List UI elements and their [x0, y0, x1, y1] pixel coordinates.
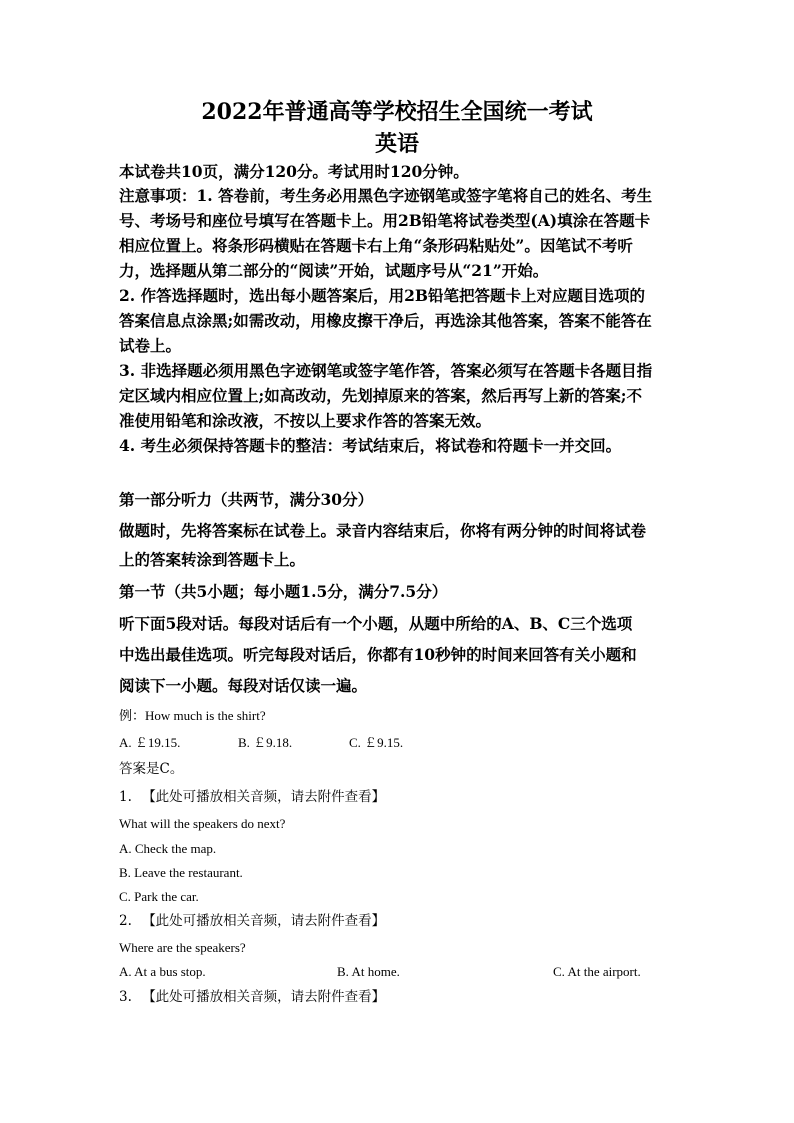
note-line: 准使用铅笔和涂改液，不按以上要求作答的答案无效。	[119, 411, 492, 430]
section1-instruction: 中选出最佳选项。听完每段对话后，你都有10秒钟的时间来回答有关小题和	[119, 645, 637, 664]
audio-note: 【此处可播放相关音频，请去附件查看】	[142, 789, 386, 805]
question-1-prompt: What will the speakers do next?	[119, 816, 286, 831]
note-line: 定区域内相应位置上;如高改动，先划掉原来的答案，然后再写上新的答案;不	[119, 386, 642, 405]
note-line: 号、考场号和座位号填写在答题卡上。用2B铅笔将试卷类型(A)填涂在答题卡	[119, 211, 651, 230]
note-line: 注意事项：1. 答卷前，考生务必用黑色字迹钢笔或签字笔将自己的姓名、考生	[119, 186, 653, 205]
audio-note: 【此处可播放相关音频，请去附件查看】	[142, 913, 386, 929]
note-line: 试卷上。	[119, 336, 182, 355]
question-2-option-a: A. At a bus stop.	[119, 964, 206, 979]
question-1-option-c: C. Park the car.	[119, 889, 199, 904]
question-2-header	[119, 911, 385, 931]
exam-subject: 英语	[374, 131, 419, 157]
question-2-prompt: Where are the speakers?	[119, 940, 246, 955]
question-2-option-c: C. At the airport.	[553, 964, 641, 979]
example-option-b: B. ￡9.18.	[238, 735, 293, 750]
section1-instruction: 听下面5段对话。每段对话后有一个小题，从题中所给的A、B、C三个选项	[119, 614, 633, 633]
question-number: 3.	[119, 989, 132, 1005]
question-number: 1.	[119, 789, 132, 805]
part1-instruction: 上的答案转涂到答题卡上。	[119, 550, 306, 569]
question-number: 2.	[119, 913, 132, 929]
part1-instruction: 做题时，先将答案标在试卷上。录音内容结束后，你将有两分钟的时间将试卷	[119, 521, 647, 540]
note-line: 2. 作答选择题时，选出每小题答案后，用2B铅笔把答题卡上对应题目选项的	[119, 286, 645, 305]
section1-instruction: 阅读下一小题。每段对话仅读一遍。	[119, 676, 368, 695]
part1-heading: 第一部分听力（共两节，满分30分）	[119, 490, 374, 509]
question-3-header	[119, 987, 385, 1007]
question-1-option-a: A. Check the map.	[119, 841, 217, 856]
audio-note: 【此处可播放相关音频，请去附件查看】	[142, 989, 386, 1005]
note-line: 相应位置上。将条形码横贴在答题卡右上角“条形码粘贴处”。因笔试不考听	[119, 236, 633, 255]
note-line: 4. 考生必须保持答题卡的整洁：考试结束后，将试卷和符题卡一并交回。	[119, 436, 622, 455]
section1-heading: 第一节（共5小题；每小题1.5分，满分7.5分）	[119, 582, 448, 601]
exam-summary: 本试卷共10页，满分120分。考试用时120分钟。	[119, 162, 469, 181]
note-line: 3. 非选择题必须用黑色字迹钢笔或签字笔作答，答案必须写在答题卡各题目指	[119, 361, 653, 380]
question-2-option-b: B. At home.	[337, 964, 400, 979]
note-line: 力，选择题从第二部分的“阅读”开始，试题序号从“21”开始。	[119, 261, 549, 280]
exam-title: 2022年普通高等学校招生全国统一考试	[201, 99, 593, 125]
example-question: 例：How much is the shirt?	[119, 708, 266, 723]
example-answer: 答案是C。	[119, 761, 184, 777]
example-option-a: A. ￡19.15.	[119, 735, 181, 750]
question-1-option-b: B. Leave the restaurant.	[119, 865, 243, 880]
note-line: 答案信息点涂黑;如需改动，用橡皮擦干净后，再选涂其他答案，答案不能答在	[119, 311, 652, 330]
question-1-header	[119, 787, 385, 807]
example-option-c: C. ￡9.15.	[349, 735, 404, 750]
